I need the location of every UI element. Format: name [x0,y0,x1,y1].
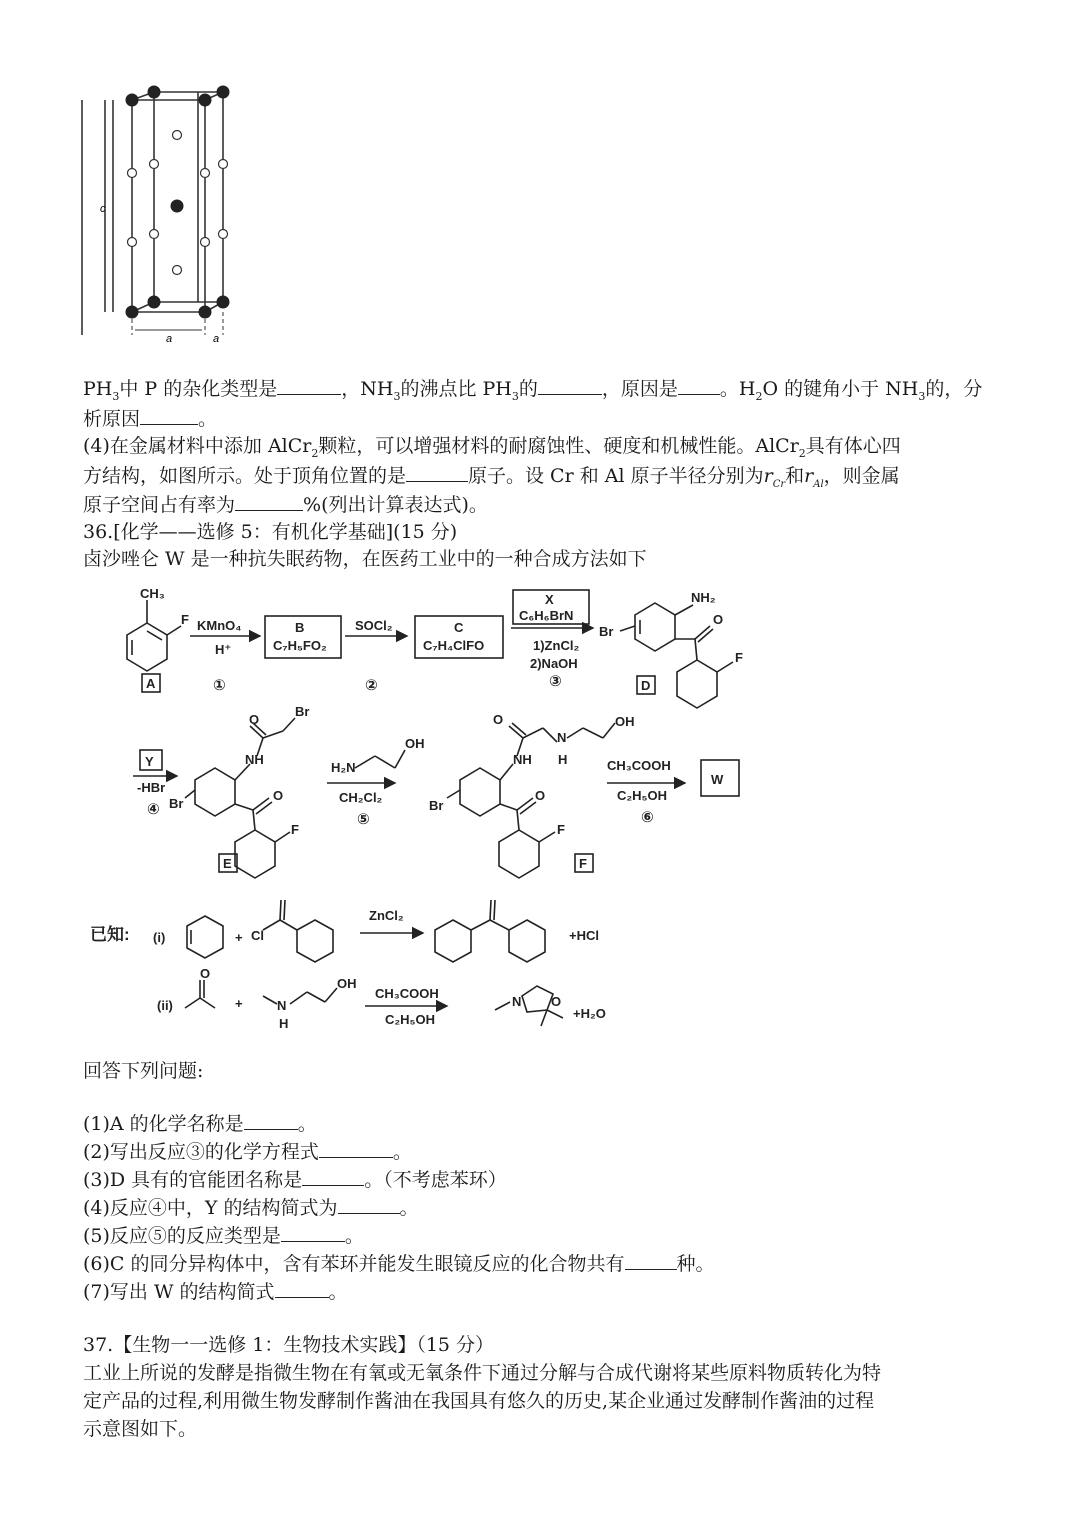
label-d: D [641,678,651,693]
minus-hbr: -HBr [137,780,166,795]
q35-4-line2: 方结构，如图所示。处于顶角位置的是 原子。设 Cr 和 Al 原子半径分别为$r_{Cr}$和$r_{Al}$，则金属 [83,461,900,499]
h2o-product: +H₂O [573,1006,606,1021]
compound-c-formula: C₇H₄ClFO [423,638,485,653]
cl-label: Cl [251,928,264,943]
question-3: (3)D 具有的官能团名称是 。（不考虑苯环） [83,1165,507,1194]
o-label: O [249,712,260,727]
label-a-depth: a [213,333,220,345]
step-zncl2: 1)ZnCl₂ [533,638,580,653]
reagent-socl2: SOCl₂ [355,618,393,633]
label-c: c [100,203,106,215]
answer-blank[interactable] [538,374,602,395]
plus-sign: + [235,996,243,1011]
q36-intro: 卤沙唑仑 W 是一种抗失眠药物，在医药工业中的一种合成方法如下 [83,548,647,570]
q35-3-line1: $PH_3$中 P 的杂化类型是 ，$NH_3$的沸点比 $PH_3$的 ，原因是 。$H_2O$ 的键角小于 $NH_3$的，分 [83,374,982,411]
answer-blank[interactable] [406,461,468,482]
ch3-label: CH₃ [140,586,165,601]
nh-label: NH [513,752,532,767]
compound-b-formula: C₇H₅FO₂ [273,638,327,653]
o-label: O [200,966,211,981]
answer-prompt: 回答下列问题: [83,1060,204,1082]
nh-label: NH [245,752,264,767]
known-i-label: (i) [153,930,166,945]
question-7: (7)写出 W 的结构简式 。 [83,1277,348,1306]
compound-b-name: B [295,620,305,635]
plus-sign: + [235,930,243,945]
oh-label: OH [405,736,425,751]
f-label: F [735,650,743,665]
answer-blank[interactable] [244,1109,298,1130]
label-a: a [166,333,173,345]
step-naoh: 2)NaOH [530,656,578,671]
oh-label: OH [337,976,357,991]
br-label: Br [429,798,444,813]
q35-4-line1: (4)在金属材料中添加 AlCr$_2$颗粒，可以增强材料的耐腐蚀性、硬度和机械性能。AlCr$_2$具有体心四 [83,435,901,460]
h-label: H [558,752,568,767]
answer-blank[interactable] [275,1277,329,1298]
label-e: E [223,856,232,871]
question-6: (6)C 的同分异构体中，含有苯环并能发生眼镜反应的化合物共有 种。 [83,1249,715,1278]
reagent-zncl2: ZnCl₂ [369,908,404,923]
q37-paragraph-line2: 定产品的过程,利用微生物发酵制作酱油在我国具有悠久的历史,某企业通过发酵制作酱油的过程 [83,1390,875,1412]
answer-blank[interactable] [277,374,341,395]
step-label: ③ [549,673,562,690]
step-label: ② [365,677,378,694]
o-label: O [273,788,284,803]
known-label: 已知: [90,925,130,944]
hcl-product: +HCl [569,928,599,943]
step-label: ⑤ [357,811,370,828]
answer-blank[interactable] [281,1221,345,1242]
q35-3-line2: 析原因 。 [83,404,217,433]
crystal-structure-figure [80,80,250,355]
step-label: ⑥ [641,809,654,826]
answer-blank[interactable] [338,1193,400,1214]
question-4: (4)反应④中，Y 的结构简式为 。 [83,1193,419,1222]
answer-blank[interactable] [235,490,303,511]
question-2: (2)写出反应③的化学方程式 。 [83,1137,412,1166]
label-f: F [579,856,587,871]
f-label: F [181,612,189,627]
br-label: Br [295,704,310,719]
o-label: O [713,612,724,627]
reagent-x-formula: C₆H₆BrN [519,608,574,623]
n-label: N [512,994,522,1009]
o-label: O [493,712,504,727]
reagent-ch3cooh: CH₃COOH [375,986,439,1001]
known-ii-label: (ii) [157,998,173,1013]
n-label: N [277,998,287,1013]
q37-header: 37.【生物一一选修 1：生物技术实践】（15 分） [83,1334,495,1356]
product-w: W [711,772,724,787]
oh-label: OH [615,714,635,729]
question-5: (5)反应⑤的反应类型是 。 [83,1221,364,1250]
step-label: ④ [147,801,160,818]
reagent-c2h5oh: C₂H₅OH [385,1012,436,1027]
br-label: Br [599,624,614,639]
reagent-ch2cl2: CH₂Cl₂ [339,790,383,805]
answer-blank[interactable] [625,1249,677,1270]
step-label: ① [213,677,226,694]
answer-blank[interactable] [678,374,720,395]
compound-c-name: C [454,620,464,635]
q36-header: 36.[化学——选修 5：有机化学基础](15 分) [83,521,458,543]
br-label: Br [169,796,184,811]
nh2-label: NH₂ [691,590,716,605]
synthesis-scheme [85,578,785,1048]
f-label: F [291,822,299,837]
answer-blank[interactable] [140,404,198,425]
reagent-kmno4: KMnO₄ [197,618,242,633]
h-label: H [279,1016,289,1031]
o-label: O [535,788,546,803]
q37-paragraph-line3: 示意图如下。 [83,1418,198,1440]
q35-4-line3: 原子空间占有率为 %(列出计算表达式)。 [83,490,488,519]
reagent-h: H⁺ [215,642,232,657]
question-1: (1)A 的化学名称是 。 [83,1109,317,1138]
reagent-x-name: X [545,592,554,607]
reagent-y: Y [145,754,154,769]
reagent-ch3cooh: CH₃COOH [607,758,671,773]
reagent-c2h5oh: C₂H₅OH [617,788,668,803]
label-a: A [146,676,156,691]
answer-blank[interactable] [302,1165,364,1186]
f-label: F [557,822,565,837]
o-label: O [551,994,562,1009]
n-label: N [557,730,567,745]
q37-paragraph-line1: 工业上所说的发酵是指微生物在有氧或无氧条件下通过分解与合成代谢将某些原料物质转化为特 [83,1362,882,1384]
answer-blank[interactable] [319,1137,393,1158]
h2n-label: H₂N [331,760,356,775]
